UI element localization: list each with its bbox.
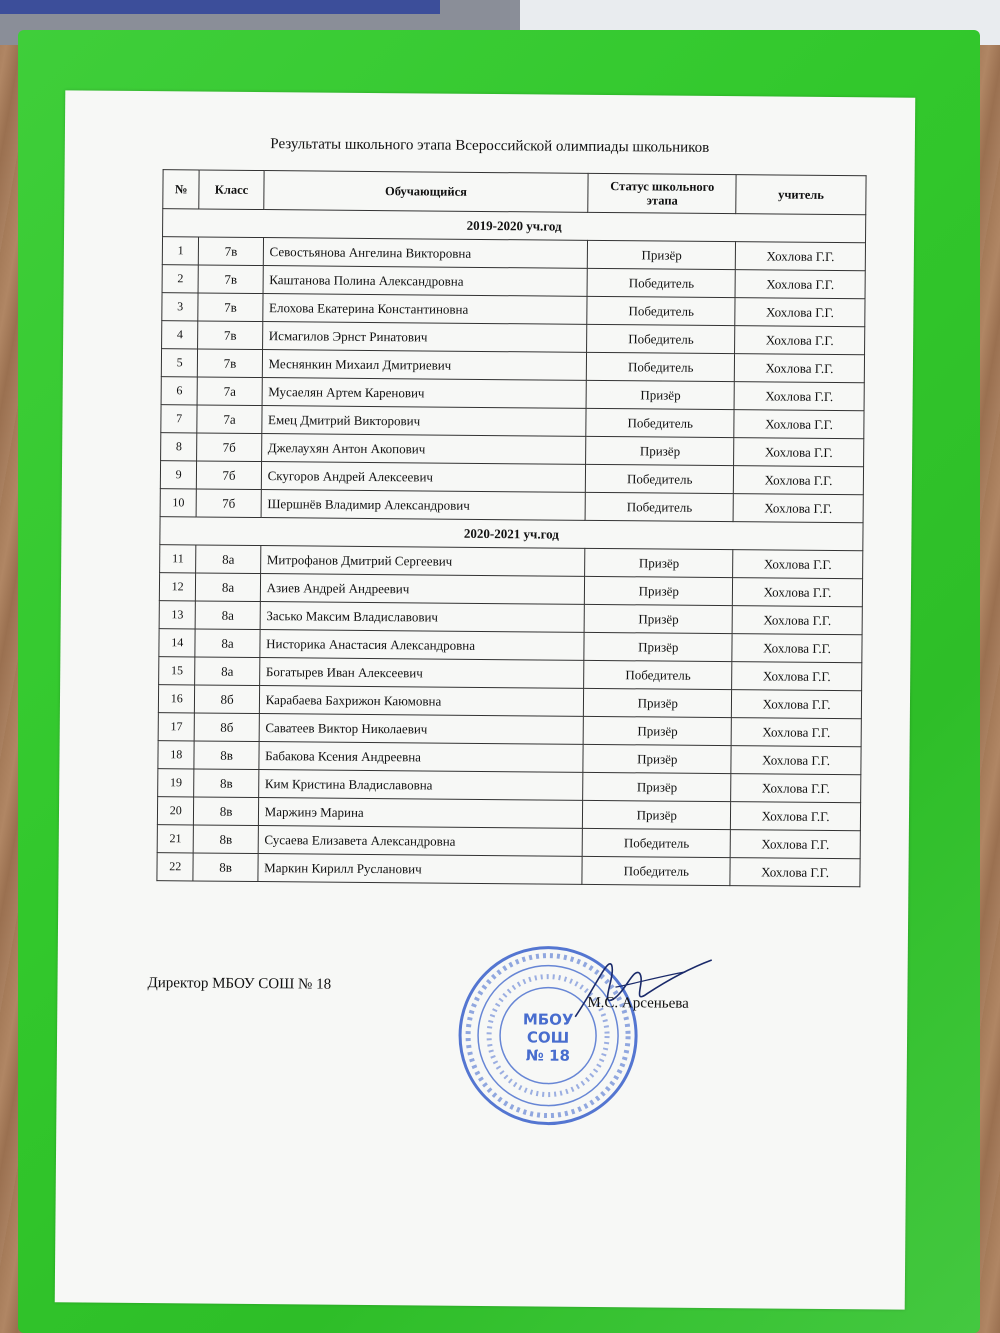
table-row bbox=[157, 853, 860, 887]
cell-status: Победитель bbox=[583, 828, 731, 857]
director-signature bbox=[515, 946, 716, 1038]
cell-class: 7а bbox=[197, 405, 261, 434]
cell-status: Победитель bbox=[586, 408, 734, 437]
cell-status: Призёр bbox=[586, 380, 734, 409]
cell-teacher: Хохлова Г.Г. bbox=[730, 858, 860, 887]
cell-number: 12 bbox=[159, 573, 196, 601]
cell-teacher: Хохлова Г.Г. bbox=[731, 718, 861, 747]
svg-text:№ 18: № 18 bbox=[525, 1046, 571, 1065]
cell-number: 2 bbox=[162, 265, 199, 293]
cell-status: Победитель bbox=[584, 660, 732, 689]
cell-teacher: Хохлова Г.Г. bbox=[734, 382, 864, 411]
cell-class: 8а bbox=[195, 629, 259, 658]
cell-class: 7б bbox=[197, 433, 261, 462]
cell-number: 6 bbox=[161, 377, 198, 405]
cell-class: 7в bbox=[199, 265, 263, 294]
cell-teacher: Хохлова Г.Г. bbox=[731, 802, 861, 831]
cell-class: 8в bbox=[194, 769, 258, 798]
director-name: М.С. Арсеньева bbox=[587, 994, 689, 1012]
cell-class: 8а bbox=[196, 545, 260, 574]
cell-class: 7в bbox=[199, 237, 263, 266]
cell-class: 7в bbox=[198, 293, 262, 322]
svg-text:СОШ: СОШ bbox=[526, 1028, 570, 1047]
cell-student-name: Карабаева Бахрижон Каюмовна bbox=[259, 686, 584, 717]
cell-number: 7 bbox=[161, 405, 198, 433]
cell-class: 8в bbox=[194, 797, 258, 826]
cell-status: Победитель bbox=[587, 324, 735, 353]
cell-number: 8 bbox=[161, 433, 198, 461]
cell-student-name: Саватеев Виктор Николаевич bbox=[259, 714, 584, 745]
cell-teacher: Хохлова Г.Г. bbox=[732, 662, 862, 691]
cell-teacher: Хохлова Г.Г. bbox=[733, 494, 863, 523]
cell-number: 16 bbox=[158, 685, 195, 713]
cell-student-name: Емец Дмитрий Викторович bbox=[261, 406, 586, 437]
year-section-label: 2019-2020 уч.год bbox=[163, 209, 866, 243]
director-label: Директор МБОУ СОШ № 18 bbox=[147, 975, 332, 993]
cell-number: 3 bbox=[162, 293, 199, 321]
cell-number: 21 bbox=[157, 825, 194, 853]
cell-number: 17 bbox=[158, 713, 195, 741]
cell-status: Призёр bbox=[588, 240, 736, 269]
cell-status: Призёр bbox=[583, 744, 731, 773]
cell-student-name: Севостьянова Ангелина Викторовна bbox=[263, 238, 588, 269]
cell-student-name: Мусаелян Артем Каренович bbox=[262, 378, 587, 409]
cell-class: 8б bbox=[195, 713, 259, 742]
cell-status: Призёр bbox=[584, 688, 732, 717]
cell-status: Победитель bbox=[586, 492, 734, 521]
cell-number: 4 bbox=[162, 321, 199, 349]
cell-student-name: Шершнёв Владимир Александрович bbox=[261, 490, 586, 521]
column-header-class: Класс bbox=[199, 170, 264, 210]
cell-student-name: Исмагилов Эрнст Ринатович bbox=[262, 322, 587, 353]
cell-status: Победитель bbox=[587, 268, 735, 297]
cell-student-name: Богатырев Иван Алексеевич bbox=[259, 658, 584, 689]
cell-student-name: Елохова Екатерина Константиновна bbox=[262, 294, 587, 325]
cell-number: 18 bbox=[158, 741, 195, 769]
cell-teacher: Хохлова Г.Г. bbox=[735, 298, 865, 327]
cell-status: Призёр bbox=[585, 548, 733, 577]
cell-teacher: Хохлова Г.Г. bbox=[734, 438, 864, 467]
cell-number: 5 bbox=[161, 349, 198, 377]
cell-student-name: Бабакова Ксения Андреевна bbox=[259, 742, 584, 773]
cell-status: Призёр bbox=[583, 772, 731, 801]
cell-class: 7б bbox=[197, 461, 261, 490]
cell-class: 8а bbox=[195, 657, 259, 686]
cell-status: Призёр bbox=[584, 716, 732, 745]
document-title: Результаты школьного этапа Всероссийской олимпиады школьников bbox=[270, 136, 710, 156]
column-header-status: Статус школьного этапа bbox=[588, 173, 736, 213]
cell-number: 14 bbox=[159, 629, 196, 657]
cell-number: 19 bbox=[158, 769, 195, 797]
cell-student-name: Меснянкин Михаил Дмитриевич bbox=[262, 350, 587, 381]
column-header-number: № bbox=[163, 170, 200, 209]
cell-status: Призёр bbox=[585, 576, 733, 605]
cell-number: 1 bbox=[162, 237, 199, 265]
cell-number: 9 bbox=[160, 461, 197, 489]
cell-status: Призёр bbox=[586, 436, 734, 465]
cell-student-name: Сусаева Елизавета Александровна bbox=[258, 826, 583, 857]
results-table bbox=[156, 169, 866, 887]
cell-class: 7б bbox=[197, 489, 261, 518]
cell-status: Победитель bbox=[586, 464, 734, 493]
cell-status: Призёр bbox=[585, 604, 733, 633]
cell-class: 8а bbox=[196, 573, 260, 602]
cell-status: Победитель bbox=[587, 352, 735, 381]
cell-class: 8в bbox=[193, 853, 257, 882]
cell-teacher: Хохлова Г.Г. bbox=[735, 270, 865, 299]
cell-teacher: Хохлова Г.Г. bbox=[732, 634, 862, 663]
cell-teacher: Хохлова Г.Г. bbox=[734, 466, 864, 495]
cell-status: Победитель bbox=[582, 856, 730, 885]
document-sheet bbox=[55, 90, 916, 1309]
cell-student-name: Азиев Андрей Андреевич bbox=[260, 574, 585, 605]
cell-number: 10 bbox=[160, 489, 197, 517]
cell-teacher: Хохлова Г.Г. bbox=[735, 242, 865, 271]
cell-teacher: Хохлова Г.Г. bbox=[731, 774, 861, 803]
cell-number: 15 bbox=[159, 657, 196, 685]
cell-student-name: Засько Максим Владиславович bbox=[260, 602, 585, 633]
blue-object bbox=[0, 0, 440, 14]
cell-class: 7в bbox=[198, 349, 262, 378]
cell-number: 11 bbox=[160, 545, 197, 573]
cell-teacher: Хохлова Г.Г. bbox=[731, 746, 861, 775]
cell-status: Победитель bbox=[587, 296, 735, 325]
cell-teacher: Хохлова Г.Г. bbox=[732, 690, 862, 719]
cell-student-name: Скугоров Андрей Алексеевич bbox=[261, 462, 586, 493]
cell-student-name: Маркин Кирилл Русланович bbox=[258, 854, 583, 885]
cell-student-name: Митрофанов Дмитрий Сергеевич bbox=[260, 546, 585, 577]
cell-teacher: Хохлова Г.Г. bbox=[730, 830, 860, 859]
cell-number: 13 bbox=[159, 601, 196, 629]
cell-status: Призёр bbox=[583, 800, 731, 829]
cell-teacher: Хохлова Г.Г. bbox=[735, 326, 865, 355]
cell-student-name: Каштанова Полина Александровна bbox=[263, 266, 588, 297]
column-header-teacher: учитель bbox=[736, 175, 866, 215]
cell-number: 20 bbox=[157, 797, 194, 825]
column-header-student: Обучающийся bbox=[263, 171, 588, 213]
cell-class: 8в bbox=[194, 741, 258, 770]
table-body bbox=[157, 209, 866, 887]
table-header-row bbox=[163, 170, 866, 215]
cell-teacher: Хохлова Г.Г. bbox=[735, 354, 865, 383]
cell-student-name: Джелаухян Антон Акопович bbox=[261, 434, 586, 465]
cell-student-name: Ким Кристина Владиславовна bbox=[258, 770, 583, 801]
cell-class: 8в bbox=[194, 825, 258, 854]
cell-teacher: Хохлова Г.Г. bbox=[733, 550, 863, 579]
cell-status: Призёр bbox=[584, 632, 732, 661]
cell-teacher: Хохлова Г.Г. bbox=[732, 606, 862, 635]
cell-number: 22 bbox=[157, 853, 194, 881]
cell-teacher: Хохлова Г.Г. bbox=[734, 410, 864, 439]
cell-class: 7в bbox=[198, 321, 262, 350]
year-section-label: 2020-2021 уч.год bbox=[160, 517, 863, 551]
cell-student-name: Маржинэ Марина bbox=[258, 798, 583, 829]
cell-student-name: Нисторика Анастасия Александровна bbox=[260, 630, 585, 661]
svg-text:МБОУ: МБОУ bbox=[522, 1010, 574, 1029]
cell-class: 8б bbox=[195, 685, 259, 714]
cell-class: 8а bbox=[196, 601, 260, 630]
cell-teacher: Хохлова Г.Г. bbox=[733, 578, 863, 607]
cell-class: 7а bbox=[198, 377, 262, 406]
